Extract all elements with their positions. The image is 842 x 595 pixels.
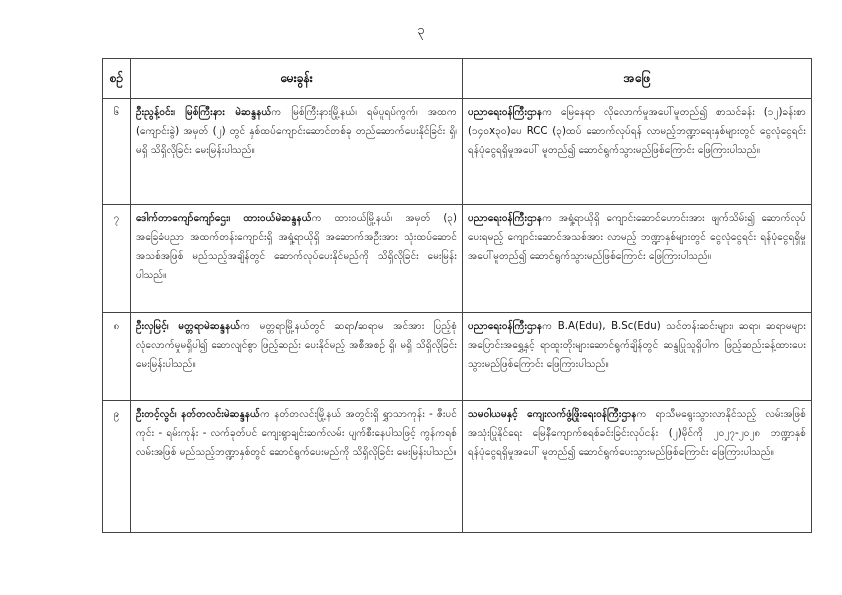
page-number: ၃ [417,23,425,38]
answer-cell [463,401,812,533]
table-header-row [103,59,812,99]
question-cell [131,99,463,205]
row-number: ၈ [103,313,131,401]
question-asker: ဦးညွန့်ဝင်း၊ မြစ်ကြီးနား မဲဆန္ဒနယ် [136,107,272,118]
table-row [103,99,812,205]
table-row [103,401,812,533]
header-answer: အဖြေ [463,59,812,99]
question-text: က နတ်တလင်းမြို့နယ် အတွင်းရှိ ရွှာသာကုန်း - ဇီးပင်ကုင်း - ရမ်းကုန်း - လက်ခုတ်ပင် ကျေးရွာချင်းဆက်လမ်း ပျက်စီးနေပါသဖြင့် ကွန်ကရစ်လမ်းအဖြစ် မည်သည့်ဘဏ္ဍာနှစ်တွင် ဆောင်ရွက်ပေးမည်ကို သိရှိလိုခြင်း မေးမြန်းပါသည်။ [136,409,457,458]
header-question: မေးခွန်း [131,59,463,99]
row-number: ၆ [103,99,131,205]
question-cell [131,313,463,401]
answer-ministry: ပညာရေးဝန်ကြီးဌာန [468,321,543,332]
question-text: က ထားဝယ်မြို့နယ်၊ အမှတ် (၃) အခြေခံပညာ အထက်တန်းကျောင်းရှိ အရှုံ့ရာယိုရှိ အဆောက်အဦးအား သုံးထပ်ဆောင်အသစ်အဖြစ် မည်သည့်အချိန်တွင် ဆောက်လုပ်ပေးနိုင်မည်ကို သိရှိလိုခြင်း မေးမြန်းပါသည်။ [136,213,457,281]
answer-ministry: ပညာရေးဝန်ကြီးဌာန [468,107,543,118]
question-cell [131,401,463,533]
table-row [103,313,812,401]
question-asker: ဒေါက်တာကျော်ကျော်ဌေး၊ ထားဝယ်မဲဆန္ဒနယ် [136,213,312,224]
answer-cell [463,313,812,401]
question-text: က မြစ်ကြီးနားမြို့နယ်၊ ရမ်ပူရပ်ကွက်၊ အထက (ကျောင်းခွဲ) အမှတ် (၂) တွင် နှစ်ထပ်ကျောင်းဆောင်တစ်ခု တည်ဆောက်ပေးနိုင်ခြင်း ရှိ၊ မရှိ သိရှိလိုခြင်း မေးမြန်းပါသည်။ [136,107,457,156]
header-no: စဥ် [103,59,131,99]
question-cell [131,205,463,313]
question-asker: ဦးတင့်လွင်၊ နတ်တလင်းမဲဆန္ဒနယ် [136,409,261,420]
answer-text: က အရှုံ့ရာယိုရှိ ကျောင်းဆောင်ဟောင်းအား ဖျက်သိမ်း၍ ဆောက်လုပ်ပေးရမည့် ကျောင်းဆောင်အသစ်အား လာမည့် ဘဏ္ဍာနှစ်များတွင် ငွေလုံငွေရင်း ရန်ပုံငွေရရှိမှုအပေါ်မူတည်၍ ဆောင်ရွက်သွားမည်ဖြစ်ကြောင်း ဖြေကြားပါသည်။ [468,213,806,262]
question-text: က မတ္တရာမြို့နယ်တွင် ဆရာ/ဆရာမ အင်အား ပြည့်စုံလုံလောက်မှုမရှိပါ၍ ဆောလျင်စွာ ဖြည့်ဆည်း ပေးနိုင်မည့် အစီအစဉ် ရှိ၊ မရှိ သိရှိလိုခြင်း မေးမြန်းပါသည်။ [136,321,457,370]
table-row [103,205,812,313]
question-answer-table [102,58,812,533]
answer-ministry: သမဝါယမနှင့် ကျေးလက်ဖွံ့ဖြိုးရေးဝန်ကြီးဌာန [468,409,637,420]
answer-cell [463,205,812,313]
answer-text: က ရာသီမရွေးသွားလာနိုင်သည့် လမ်းအဖြစ်အသုံးပြုနိုင်ရေး မြေနီကျောက်စရစ်ခင်းခြင်းလုပ်ငန်း (၂)မိုင်ကို ၂၀၂၇-၂၀၂၈ ဘဏ္ဍာနှစ် ရန်ပုံငွေရရှိမှုအပေါ် မူတည်၍ ဆောင်ရွက်ပေးသွားမည်ဖြစ်ကြောင်း ဖြေကြားပါသည်။ [468,409,806,458]
answer-text: က မြေနေရာ လိုလောက်မှုအပေါ်မူတည်၍ စာသင်ခန်း (၁၂)ခန်းစာ (၁၄၀x၃၀)ပေ RCC (၃)ထပ် ဆောက်လုပ်ရန် လာမည့်ဘဏ္ဍာရေးနှစ်များတွင် ငွေလုံငွေရင်း ရန်ပုံငွေရရှိမှုအပေါ် မူတည်၍ ဆောင်ရွက်သွားမည်ဖြစ်ကြောင်း ဖြေကြားပါသည်။ [468,107,806,156]
answer-text: က B.A(Edu), B.Sc(Edu) သင်တန်းဆင်းများ၊ ဆရာ၊ ဆရာမများအပြောင်းအရွှေ့နှင့် ရာထူးတိုးများဆောင်ရွက်ချိန်တွင် ဆန္ဒပြုသူရှိပါက ဖြည့်ဆည်းခန့်ထားပေးသွားမည်ဖြစ်ကြောင်း ဖြေကြားပါသည်။ [468,321,806,370]
answer-cell [463,99,812,205]
row-number: ၇ [103,205,131,313]
answer-ministry: ပညာရေးဝန်ကြီးဌာန [468,213,543,224]
question-asker: ဦးလှမြင့်၊ မတ္တရာမဲဆန္ဒနယ် [136,321,241,332]
row-number: ၉ [103,401,131,533]
